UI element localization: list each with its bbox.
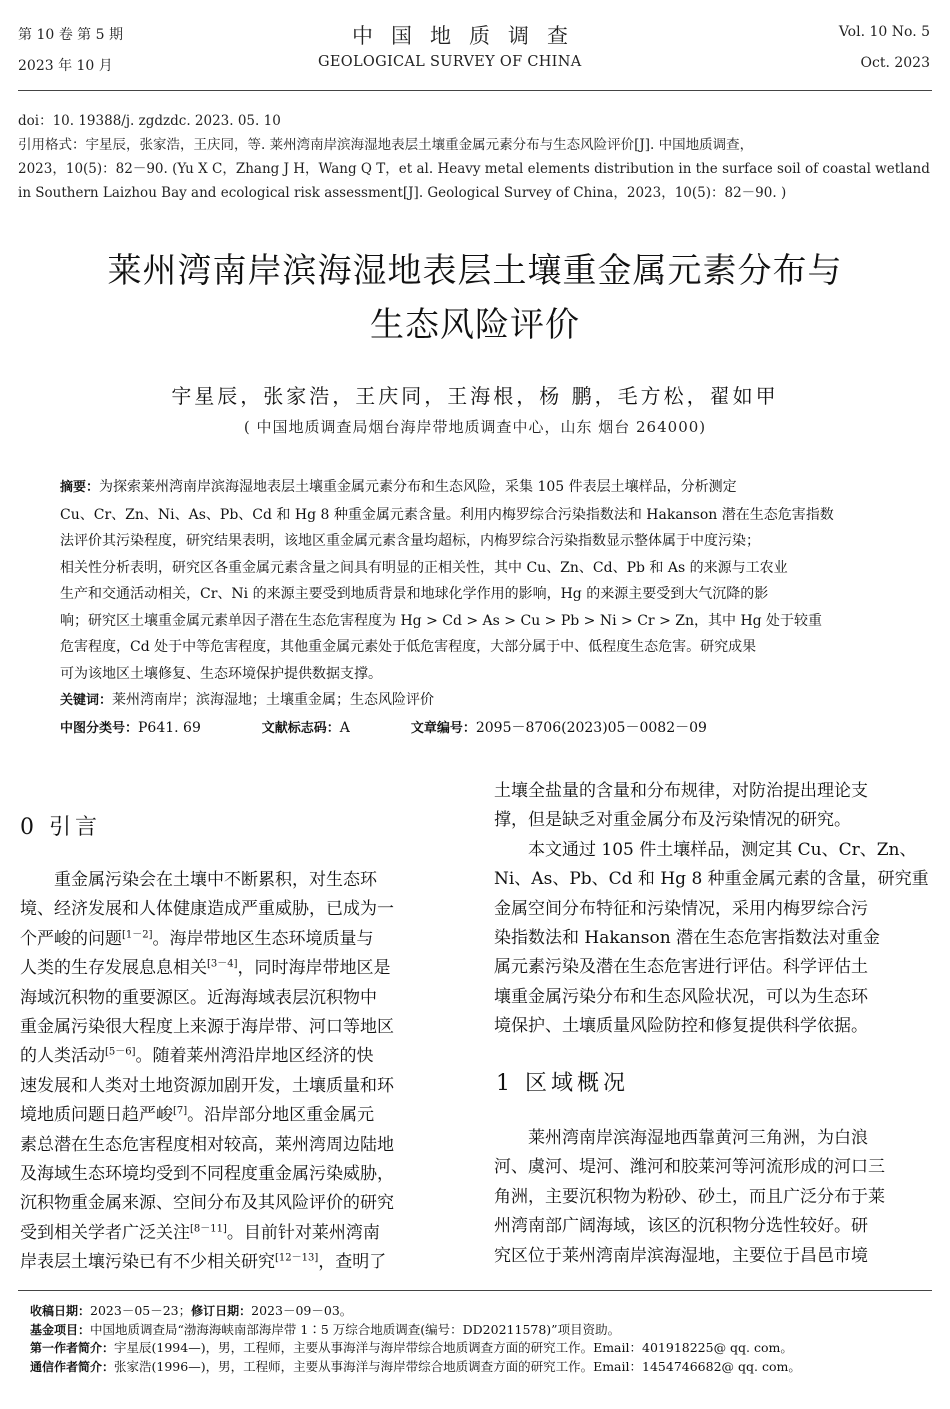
text-line: 境、经济发展和人体健康造成严重威胁，已成为一 bbox=[20, 899, 394, 920]
text-line: 莱州湾南岸滨海湿地西靠黄河三角洲，为白浪 bbox=[528, 1128, 868, 1148]
footnote-fund bbox=[30, 1321, 930, 1340]
text-line: 的人类活动 bbox=[20, 1046, 105, 1067]
text-line: 土壤全盐量的含量和分布规律，对防治提出理论支 bbox=[494, 781, 868, 801]
keywords: 莱州湾南岸；滨海湿地；土壤重金属；生态风险评价 bbox=[112, 692, 435, 708]
section-heading-introduction: 0 引言 bbox=[20, 815, 101, 840]
text-line: 壤重金属污染分布和生态风险状况，可以为生态环 bbox=[494, 986, 868, 1007]
footnote-first-author bbox=[30, 1339, 930, 1358]
text-line: 州湾南部广阔海域，该区的沉积物分选性较好。研 bbox=[494, 1216, 868, 1237]
text-line: 个严峻的问题 bbox=[20, 928, 122, 949]
first-author-label: 第一作者简介： bbox=[30, 1341, 115, 1355]
reference-link[interactable]: [8－11] bbox=[190, 1223, 227, 1235]
abstract-line: 生产和交通活动相关，Cr、Ni 的来源主要受到地质背景和地球化学作用的影响，Hg 的来源主要受到大气沉降的影 bbox=[60, 586, 769, 602]
reference-link[interactable]: [5－6] bbox=[105, 1046, 136, 1058]
reference-link[interactable]: [1－2] bbox=[122, 929, 153, 941]
affiliation: ( 中国地质调查局烟台海岸带地质调查中心，山东 烟台 264000) bbox=[243, 418, 707, 436]
left-column-text bbox=[20, 866, 456, 1278]
revised-date: 2023－09－03。 bbox=[251, 1303, 353, 1318]
text-line: 速发展和人类对土地资源加剧开发，土壤质量和环 bbox=[20, 1075, 394, 1096]
text-line: 染指数法和 Hakanson 潜在生态危害指数法对重金 bbox=[494, 928, 881, 949]
right-column-text bbox=[494, 777, 932, 1042]
article-number-value: 2095－8706(2023)05－0082－09 bbox=[475, 719, 707, 736]
text-line: 角洲，主要沉积物为粉砂、砂土，而且广泛分布于莱 bbox=[494, 1186, 885, 1207]
header-rule bbox=[18, 90, 932, 91]
text-line: 人类的生存发展息息相关 bbox=[20, 958, 207, 979]
corresponding-author-text: 张家浩(1996—)，男，工程师，主要从事海洋与海岸带综合地质调查方面的研究工作。Email：1454746682@ qq. com。 bbox=[114, 1358, 801, 1374]
revised-label: 修订日期： bbox=[191, 1304, 252, 1318]
text-line: 海域沉积物的重要源区。近海海域表层沉积物中 bbox=[20, 987, 377, 1008]
paper-title bbox=[0, 244, 950, 352]
fund-label: 基金项目： bbox=[30, 1322, 91, 1337]
text-line: 。海岸带地区生态环境质量与 bbox=[152, 928, 374, 949]
abstract-line: 为探索莱州湾南岸滨海湿地表层土壤重金属元素分布和生态风险，采集 105 件表层土壤样品，分析测定 bbox=[99, 479, 737, 495]
text-line: 受到相关学者广泛关注 bbox=[20, 1222, 190, 1243]
publication-date-en: Oct. 2023 bbox=[860, 55, 930, 71]
publication-date: 2023 年 10 月 bbox=[18, 58, 113, 74]
paper-title-line: 莱州湾南岸滨海湿地表层土壤重金属元素分布与 bbox=[107, 251, 843, 291]
doc-code-value: A bbox=[339, 719, 350, 736]
text-line: 及海域生态环境均受到不同程度重金属污染威胁， bbox=[20, 1164, 394, 1185]
text-line: 境地质问题日趋严峻 bbox=[20, 1105, 173, 1126]
article-number-label: 文章编号： bbox=[410, 720, 476, 736]
text-line: 金属空间分布特征和污染情况，采用内梅罗综合污 bbox=[494, 898, 868, 919]
received-date: 2023－05－23； bbox=[90, 1303, 192, 1318]
text-line: ，查明了 bbox=[318, 1252, 387, 1273]
text-line: ，同时海岸带地区是 bbox=[237, 958, 391, 979]
authors: 宇星辰，张家浩，王庆同，王海根，杨 鹏，毛方松，翟如甲 bbox=[171, 384, 779, 408]
citation-format-line: in Southern Laizhou Bay and ecological risk assessment[J]. Geological Survey of China，2023，10(5)：82－90. ) bbox=[18, 185, 787, 201]
abstract-line: 相关性分析表明，研究区各重金属元素含量之间具有明显的正相关性，其中 Cu、Zn、Cd、Pb 和 As 的来源与工农业 bbox=[60, 559, 788, 576]
citation-format-line: 引用格式：宇星辰，张家浩，王庆同，等. 莱州湾南岸滨海湿地表层土壤重金属元素分布与生态风险评价[J]. 中国地质调查， bbox=[18, 137, 754, 153]
fund-text: 中国地质调查局“渤海海峡南部海岸带 1∶5 万综合地质调查(编号：DD20211578)”项目资助。 bbox=[90, 1321, 621, 1337]
section-heading-regional-overview: 1 区域概况 bbox=[496, 1071, 629, 1096]
text-line: 岸表层土壤污染已有不少相关研究 bbox=[20, 1252, 275, 1273]
clc-value: P641. 69 bbox=[138, 719, 201, 736]
paper-title-line: 生态风险评价 bbox=[370, 305, 580, 345]
text-line: 本文通过 105 件土壤样品，测定其 Cu、Cr、Zn、 bbox=[528, 839, 917, 860]
footnotes bbox=[30, 1302, 930, 1376]
text-line: 沉积物重金属来源、空间分布及其风险评价的研究 bbox=[20, 1193, 394, 1214]
footnote-rule bbox=[18, 1290, 932, 1291]
text-line: 属元素污染及潜在生态危害进行评估。科学评估土 bbox=[494, 957, 868, 978]
abstract-line: 可为该地区土壤修复、生态环境保护提供数据支撑。 bbox=[60, 665, 382, 682]
keywords-label: 关键词： bbox=[60, 693, 113, 708]
text-line: 。随着莱州湾沿岸地区经济的快 bbox=[135, 1046, 374, 1067]
text-line: 撑，但是缺乏对重金属分布及污染情况的研究。 bbox=[494, 810, 851, 831]
journal-title-en: GEOLOGICAL SURVEY OF CHINA bbox=[318, 54, 582, 70]
citation-block bbox=[18, 109, 933, 205]
volume-issue-en: Vol. 10 No. 5 bbox=[838, 24, 930, 40]
abstract-line: 法评价其污染程度，研究结果表明，该地区重金属元素含量均超标，内梅罗综合污染指数显示整体属于中度污染； bbox=[60, 533, 760, 549]
first-author-text: 宇星辰(1994—)，男，工程师，主要从事海洋与海岸带综合地质调查方面的研究工作。Email：401918225@ qq. com。 bbox=[114, 1340, 793, 1355]
doi[interactable]: doi：10. 19388/j. zgdzdc. 2023. 05. 10 bbox=[18, 113, 281, 129]
text-line: 究区位于莱州湾南岸滨海湿地，主要位于昌邑市境 bbox=[494, 1245, 868, 1266]
citation-format-line: 2023，10(5)：82－90. (Yu X C，Zhang J H，Wang Q T，et al. Heavy metal elements distribution in the surface soil of coastal wetland bbox=[18, 161, 930, 177]
footnote-corresponding-author bbox=[30, 1358, 930, 1377]
text-line: Ni、As、Pb、Cd 和 Hg 8 种重金属元素的含量，研究重 bbox=[494, 869, 929, 890]
reference-link[interactable]: [3－4] bbox=[207, 958, 238, 970]
corresponding-author-label: 通信作者简介： bbox=[30, 1359, 115, 1374]
text-line: 河、虞河、堤河、潍河和胶莱河等河流形成的河口三 bbox=[494, 1157, 885, 1178]
abstract-line: 危害程度，Cd 处于中等危害程度，其他重金属元素处于低危害程度，大部分属于中、低程度生态危害。研究成果 bbox=[60, 639, 757, 655]
abstract-line: Cu、Cr、Zn、Ni、As、Pb、Cd 和 Hg 8 种重金属元素含量。利用内梅罗综合污染指数法和 Hakanson 潜在生态危害指数 bbox=[60, 506, 834, 523]
abstract-block bbox=[60, 474, 895, 742]
text-line: 。目前针对莱州湾南 bbox=[226, 1222, 380, 1243]
clc-label: 中图分类号： bbox=[60, 720, 139, 736]
text-line: 境保护、土壤质量风险防控和修复提供科学依据。 bbox=[494, 1016, 868, 1037]
text-line: 重金属污染很大程度上来源于海岸带、河口等地区 bbox=[20, 1017, 394, 1038]
reference-link[interactable]: [12－13] bbox=[275, 1252, 319, 1264]
footnote-dates bbox=[30, 1302, 930, 1321]
classification-row bbox=[60, 715, 895, 743]
abstract-line: 响；研究区土壤重金属元素单因子潜在生态危害程度为 Hg > Cd > As > Cu > Pb > Ni > Cr > Zn，其中 Hg 处于较重 bbox=[60, 612, 823, 629]
text-line: 。沿岸部分地区重金属元 bbox=[187, 1105, 375, 1126]
volume-issue: 第 10 卷 第 5 期 bbox=[18, 27, 123, 43]
text-line: 重金属污染会在土壤中不断累积，对生态环 bbox=[54, 870, 377, 890]
journal-title-cn: 中国地质调查 bbox=[352, 24, 586, 48]
abstract-label: 摘要： bbox=[60, 480, 100, 495]
reference-link[interactable]: [7] bbox=[173, 1105, 188, 1117]
doc-code-label: 文献标志码： bbox=[261, 720, 340, 736]
right-column-section1-text bbox=[494, 1124, 932, 1271]
text-line: 素总潜在生态危害程度相对较高，莱州湾周边陆地 bbox=[20, 1134, 394, 1155]
received-label: 收稿日期： bbox=[30, 1304, 91, 1318]
